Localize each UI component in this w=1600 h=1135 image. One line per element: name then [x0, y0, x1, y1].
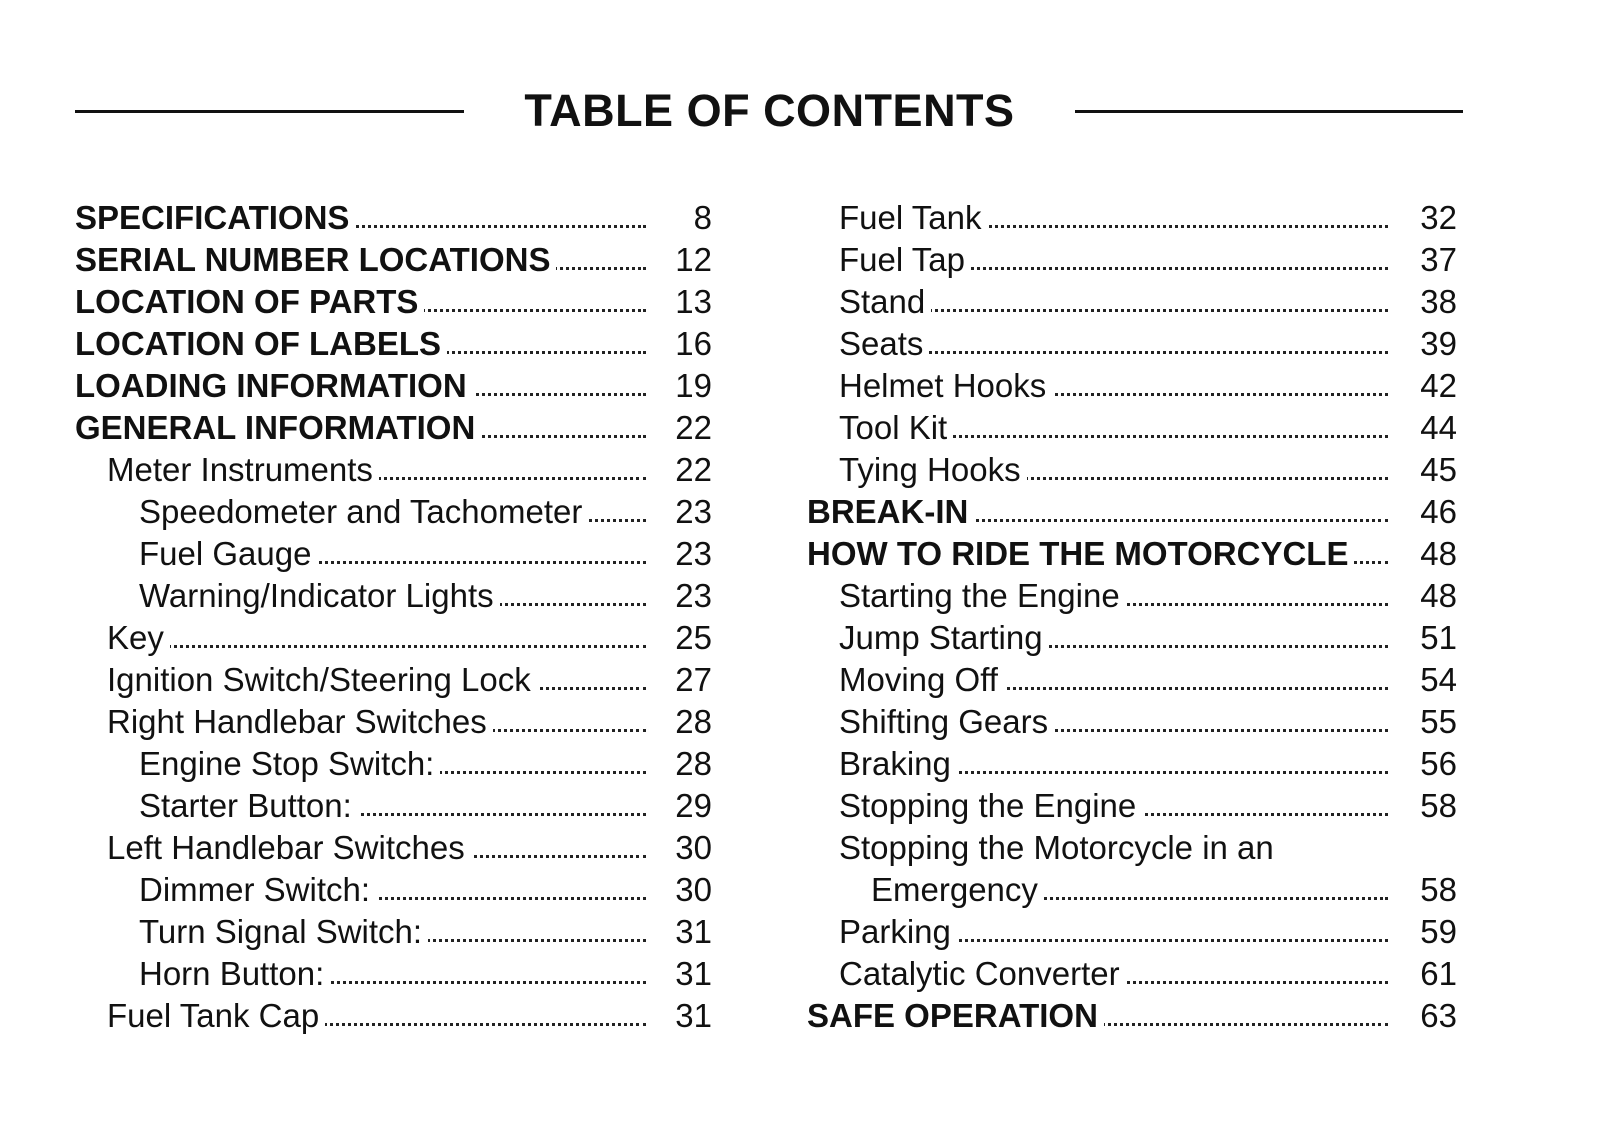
- toc-entry-page-number: 46: [1420, 493, 1457, 530]
- header-rule-right: [1075, 110, 1463, 113]
- toc-entry-label-wrap: [139, 911, 646, 953]
- toc-entry-page-number: 42: [1420, 367, 1457, 404]
- toc-entry-page-number: 56: [1420, 745, 1457, 782]
- toc-entry-label-wrap: [75, 281, 646, 323]
- toc-entry-label: Stopping the Engine: [839, 787, 1142, 824]
- toc-entry-page-number: 32: [1420, 199, 1457, 236]
- toc-entry-label-wrap: [75, 197, 646, 239]
- toc-entry-label: Starting the Engine: [839, 577, 1126, 614]
- toc-header: [75, 86, 1463, 146]
- toc-entry-page-number: 8: [693, 199, 712, 236]
- toc-entry-page-number: 48: [1420, 535, 1457, 572]
- toc-entry-label-wrap: [139, 785, 646, 827]
- toc-entry-label-wrap: [807, 491, 1388, 533]
- toc-entry-label-wrap: [807, 533, 1388, 575]
- toc-entry-page-number: 19: [675, 367, 712, 404]
- toc-entry-label-wrap: [839, 743, 1388, 785]
- toc-entry-label-wrap: [75, 407, 646, 449]
- toc-entry-label: Right Handlebar Switches: [107, 703, 493, 740]
- toc-entry-label: SAFE OPERATION: [807, 997, 1104, 1034]
- toc-entry-page-number: 16: [675, 325, 712, 362]
- toc-entry-label-wrap: [75, 239, 646, 281]
- toc-entry-label: Fuel Tank: [839, 199, 987, 236]
- toc-entry-label-wrap: [839, 575, 1388, 617]
- toc-entry-label: Starter Button:: [139, 787, 358, 824]
- toc-entry-label: LOCATION OF PARTS: [75, 283, 424, 320]
- toc-entry-label: LOCATION OF LABELS: [75, 325, 447, 362]
- toc-entry-label: SERIAL NUMBER LOCATIONS: [75, 241, 556, 278]
- toc-entry-page-number: 23: [675, 577, 712, 614]
- toc-entry-label-wrap: [107, 827, 646, 869]
- toc-entry-label-wrap: [839, 323, 1388, 365]
- toc-entry-label: Turn Signal Switch:: [139, 913, 428, 950]
- toc-entry-page-number: 30: [675, 871, 712, 908]
- toc-entry-label: Stopping the Motorcycle in an: [839, 829, 1280, 866]
- toc-entry-page-number: 31: [675, 955, 712, 992]
- toc-entry-label: Key: [107, 619, 170, 656]
- toc-entry-page-number: 13: [675, 283, 712, 320]
- toc-entry-label: Meter Instruments: [107, 451, 379, 488]
- toc-entry-page-number: 58: [1420, 871, 1457, 908]
- toc-entry-label-wrap: [107, 701, 646, 743]
- toc-entry-label-wrap: [139, 743, 646, 785]
- toc-entry-label: Tool Kit: [839, 409, 953, 446]
- toc-entry-page-number: 61: [1420, 955, 1457, 992]
- toc-entry-page-number: 37: [1420, 241, 1457, 278]
- toc-entry-label: Fuel Gauge: [139, 535, 317, 572]
- toc-entry-label-wrap: [839, 617, 1388, 659]
- toc-entry-label-wrap: [839, 785, 1388, 827]
- toc-entry-page-number: 22: [675, 451, 712, 488]
- toc-entry-label: Tying Hooks: [839, 451, 1027, 488]
- toc-entry-label-wrap: [839, 239, 1388, 281]
- toc-entry-label: Engine Stop Switch:: [139, 745, 440, 782]
- toc-entry-page-number: 54: [1420, 661, 1457, 698]
- toc-entry-label-wrap: [839, 659, 1388, 701]
- toc-entry-label: Moving Off: [839, 661, 1004, 698]
- header-rule-left: [75, 110, 464, 113]
- toc-entry-page-number: 45: [1420, 451, 1457, 488]
- toc-entry-page-number: 28: [675, 745, 712, 782]
- toc-entry-label: Horn Button:: [139, 955, 330, 992]
- toc-entry-page-number: 58: [1420, 787, 1457, 824]
- toc-entry-page-number: 51: [1420, 619, 1457, 656]
- toc-entry-label-wrap: [839, 197, 1388, 239]
- toc-entry-page-number: 25: [675, 619, 712, 656]
- toc-entry-page-number: 59: [1420, 913, 1457, 950]
- toc-entry-label: LOADING INFORMATION: [75, 367, 473, 404]
- toc-entry-label: BREAK-IN: [807, 493, 974, 530]
- toc-entry-page-number: 23: [675, 493, 712, 530]
- toc-entry-page-number: 28: [675, 703, 712, 740]
- toc-entry-label-wrap: [871, 869, 1388, 911]
- toc-entry-label: Speedometer and Tachometer: [139, 493, 588, 530]
- toc-entry-label-wrap: [839, 701, 1388, 743]
- toc-entry-page-number: 31: [675, 913, 712, 950]
- toc-entry-page-number: 63: [1420, 997, 1457, 1034]
- toc-entry-label: GENERAL INFORMATION: [75, 409, 481, 446]
- toc-entry-label: Shifting Gears: [839, 703, 1054, 740]
- toc-entry-label-wrap: [839, 449, 1388, 491]
- toc-entry-label: Left Handlebar Switches: [107, 829, 471, 866]
- toc-entry-label-wrap: [139, 575, 646, 617]
- toc-entry-label: Ignition Switch/Steering Lock: [107, 661, 537, 698]
- toc-entry-label-wrap: [807, 995, 1388, 1037]
- toc-entry-page-number: 38: [1420, 283, 1457, 320]
- toc-entry-label-wrap: [107, 449, 646, 491]
- toc-entry-label-wrap: [839, 407, 1388, 449]
- toc-entry-label: Stand: [839, 283, 931, 320]
- toc-entry-label-wrap: [107, 659, 646, 701]
- toc-entry-label-wrap: [139, 869, 646, 911]
- toc-entry-label: Warning/Indicator Lights: [139, 577, 500, 614]
- toc-entry-page-number: 39: [1420, 325, 1457, 362]
- toc-entry-label: Emergency: [871, 871, 1044, 908]
- toc-entry-label-wrap: [839, 911, 1388, 953]
- toc-entry-label: Helmet Hooks: [839, 367, 1052, 404]
- toc-entry-label: HOW TO RIDE THE MOTORCYCLE: [807, 535, 1354, 572]
- toc-entry-label-wrap: [839, 953, 1388, 995]
- toc-entry-page-number: 55: [1420, 703, 1457, 740]
- toc-entry-label: Parking: [839, 913, 957, 950]
- toc-entry-page-number: 31: [675, 997, 712, 1034]
- toc-entry-label: Fuel Tap: [839, 241, 971, 278]
- toc-entry-label-wrap: [839, 365, 1388, 407]
- toc-entry-label-wrap: [139, 533, 646, 575]
- toc-entry-label: Braking: [839, 745, 957, 782]
- toc-entry-label-wrap: [839, 827, 1388, 869]
- toc-entry-label-wrap: [75, 365, 646, 407]
- toc-entry-label: SPECIFICATIONS: [75, 199, 355, 236]
- toc-entry-label: Seats: [839, 325, 929, 362]
- dot-leader: [107, 645, 646, 648]
- toc-entry-label-wrap: [839, 281, 1388, 323]
- toc-entry-label: Jump Starting: [839, 619, 1049, 656]
- toc-entry-page-number: 48: [1420, 577, 1457, 614]
- toc-entry-label-wrap: [139, 491, 646, 533]
- toc-entry-label-wrap: [107, 617, 646, 659]
- toc-entry-page-number: 27: [675, 661, 712, 698]
- toc-entry-label-wrap: [75, 323, 646, 365]
- toc-entry-page-number: 23: [675, 535, 712, 572]
- toc-entry-label-wrap: [107, 995, 646, 1037]
- toc-entry-page-number: 29: [675, 787, 712, 824]
- toc-entry-page-number: 12: [675, 241, 712, 278]
- toc-entry-label: Catalytic Converter: [839, 955, 1126, 992]
- toc-entry-page-number: 22: [675, 409, 712, 446]
- toc-entry-label: Dimmer Switch:: [139, 871, 376, 908]
- toc-entry-page-number: 30: [675, 829, 712, 866]
- page-title: TABLE OF CONTENTS: [524, 85, 1015, 136]
- toc-entry-label-wrap: [139, 953, 646, 995]
- toc-entry-label: Fuel Tank Cap: [107, 997, 325, 1034]
- toc-entry-page-number: 44: [1420, 409, 1457, 446]
